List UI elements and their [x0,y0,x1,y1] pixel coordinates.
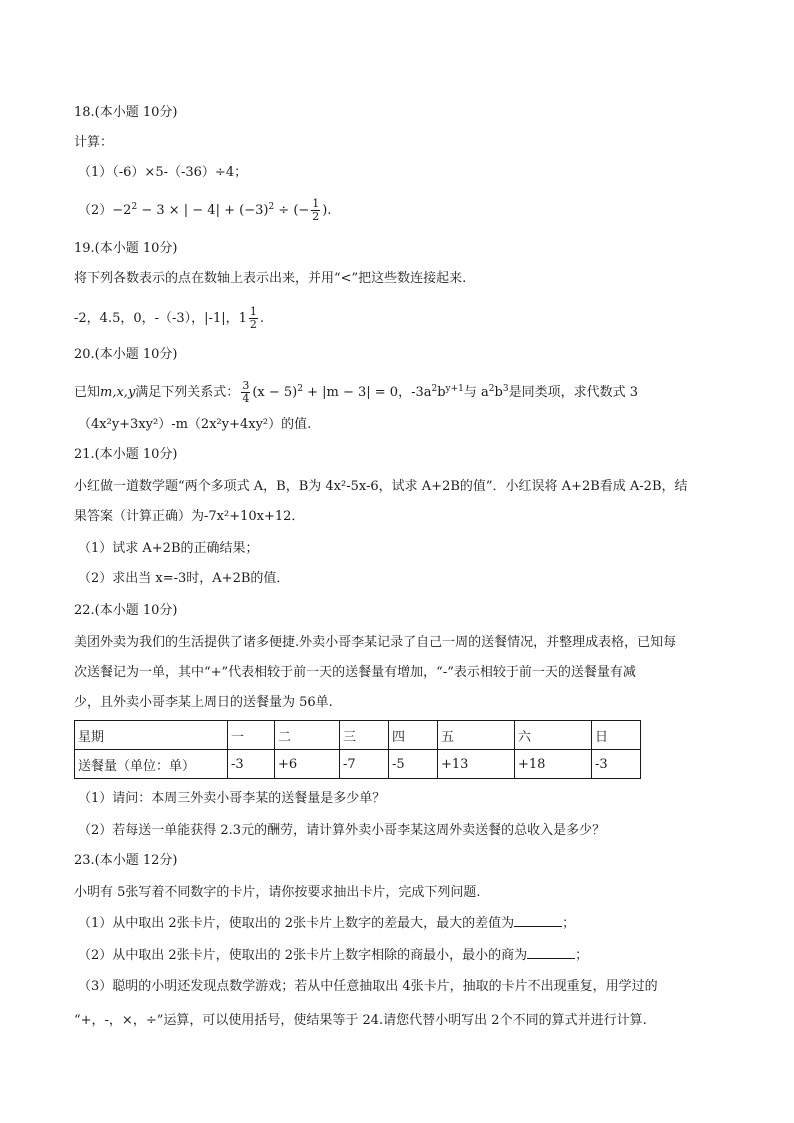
q22-part2: （2）若每送一单能获得 2.3元的酬劳，请计算外卖小哥李某这周外卖送餐的总收入是多少？ [78,823,606,838]
table-cell: 二 [275,721,340,750]
q22-part1: （1）请问：本周三外卖小哥李某的送餐量是多少单？ [78,791,386,806]
q21-part2: （2）求出当 x=-3时，A+2B的值． [78,571,290,586]
q20-fraction: $\frac{3}{4}$ [242,379,250,405]
q18-part1: （1）（-6）×5-（-36）÷4； [78,165,248,180]
q23-header: 23.(本小题 12分) [74,853,178,868]
q21-header: 21.(本小题 10分) [74,447,178,462]
table-row [75,721,641,750]
table-cell: 四 [389,721,438,750]
answer-blank[interactable] [514,914,562,927]
q23-line1: 小明有 5张写着不同数字的卡片，请你按要求抽出卡片，完成下列问题. [74,885,481,900]
q19-header: 19.(本小题 10分) [74,241,178,256]
q20-line2: （4x²y+3xy²）-m（2x²y+4xy²）的值. [78,417,312,432]
q20-header: 20.(本小题 10分) [74,347,178,362]
q22-line2: 次送餐记为一单，其中“+”代表相较于前一天的送餐量有增加，“-”表示相较于前一天的送餐量有减 [74,665,636,680]
q23-part3-line2: “+，-，×，÷”运算，可以使用括号，使结果等于 24.请您代替小明写出 2个不同的算式并进行计算. [74,1013,647,1028]
table-cell: +6 [275,750,340,779]
answer-blank[interactable] [527,946,575,959]
q22-line3: 少，且外卖小哥李某上周日的送餐量为 56单. [74,695,333,710]
q21-line1: 小红做一道数学题“两个多项式 A，B，B为 4x²-5x-6，试求 A+2B的值”．小红误将 A+2B看成 A-2B，结 [74,479,688,494]
q19-text: 将下列各数表示的点在数轴上表示出来，并用“<”把这些数连接起来. [74,271,467,286]
table-cell: 一 [228,721,275,750]
q23-part2: （2）从中取出 2张卡片，使取出的 2张卡片上数字相除的商最小，最小的商为 ； [78,948,589,963]
q18-fraction: $\frac{1}{2}$ [312,197,320,223]
table-cell: 三 [340,721,389,750]
table-cell: -3 [592,750,641,779]
q22-line1: 美团外卖为我们的生活提供了诸多便捷.外卖小哥李某记录了自己一周的送餐情况，并整理成表格，已知每 [74,635,677,650]
table-cell: -3 [228,750,275,779]
q18-intro: 计算： [74,135,114,150]
table-cell: +18 [515,750,592,779]
q21-line2: 果答案（计算正确）为-7x²+10x+12． [74,509,305,524]
q19-numbers: -2，4.5，0，-（-3），|-1|，1 $\frac{1}{2}$ . [74,305,265,331]
table-cell: -5 [389,750,438,779]
table-cell: 六 [515,721,592,750]
q18-part2: $(2)-2^2 - 3$ × | − $4| + (-3)^2$ ÷ (− $\frac{1}{2}$ ). [78,197,332,223]
q21-part1: （1）试求 A+2B的正确结果； [78,541,259,556]
table-row-head: 星期 [75,721,228,750]
q18-header: 18.(本小题 10分) [74,105,178,120]
table-cell: -7 [340,750,389,779]
delivery-table [74,720,641,779]
q18-part2-expr: $-2^2 - 3$ × | − $4| + (-3)^2$ ÷ (− $\frac{1}{2}$ ). [112,197,332,223]
q19-fraction: $\frac{1}{2}$ [249,305,257,331]
table-cell: 五 [438,721,515,750]
table-cell: 日 [592,721,641,750]
q23-part1: （1）从中取出 2张卡片，使取出的 2张卡片上数字的差最大，最大的差值为 ； [78,916,576,931]
table-cell: +13 [438,750,515,779]
q20-line1: 已知m,x,y满足下列关系式： $\frac{3}{4}$ $(x - 5)^2 + |m - 3| = 0$，$-3a^2b^{y+1}$与 $a^2b^3$是同类项，求代数式 3 [74,379,638,405]
q23-part3: （3）聪明的小明还发现点数学游戏；若从中任意抽取出 4张卡片，抽取的卡片不出现重复，用学过的 [78,979,658,994]
q22-header: 22.(本小题 10分) [74,603,178,618]
table-row-head: 送餐量（单位：单） [75,750,228,779]
table-row [75,750,641,779]
